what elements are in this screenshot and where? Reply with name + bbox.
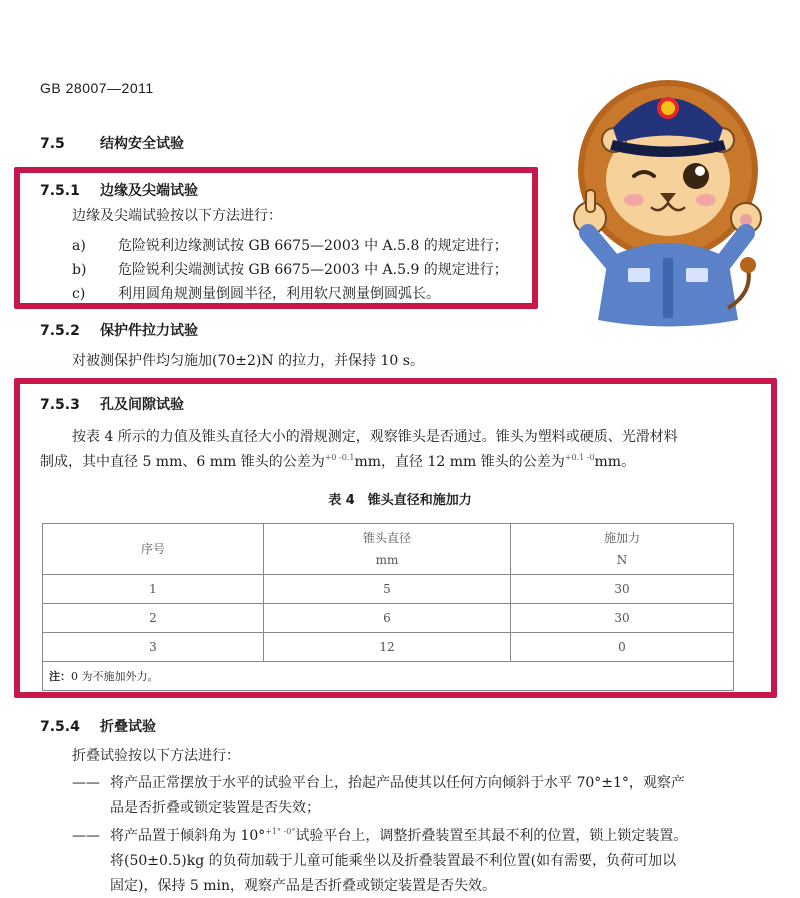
bullet-2-line-1: [72, 825, 687, 847]
list-item-label: c): [72, 286, 86, 302]
dash-marker: ——: [72, 828, 100, 844]
section-7-5-4-intro: 折叠试验按以下方法进行：: [72, 748, 240, 764]
table-caption: 表 4 锥头直径和施加力: [328, 493, 472, 508]
text-fragment: 制成，其中直径 5 mm、6 mm 锥头的公差为: [40, 454, 325, 470]
section-7-5-1-intro: 边缘及尖端试验按以下方法进行：: [72, 208, 282, 224]
bullet-1-line-1: [72, 772, 685, 794]
list-item-text: 利用圆角规测量倒圆半径，利用软尺测量倒圆弧长。: [118, 286, 440, 302]
tolerance-12mm: +0.1 -0: [564, 453, 595, 462]
header-serial: 序号: [43, 524, 264, 575]
header-force-name: 施加力: [603, 531, 640, 545]
section-number: 7.5: [40, 136, 65, 152]
cell-force: 30: [511, 604, 734, 633]
section-title: 保护件拉力试验: [100, 323, 198, 339]
section-number: 7.5.3: [40, 397, 80, 413]
cell-force: 30: [511, 575, 734, 604]
tolerance-5-6mm: +0 -0.1: [324, 453, 355, 462]
cell-force: 0: [511, 633, 734, 662]
text-fragment: mm。: [594, 454, 636, 470]
lion-police-mascot-icon: [568, 58, 768, 328]
dash-marker: ——: [72, 775, 100, 791]
section-number: 7.5.2: [40, 323, 80, 339]
section-number: 7.5.4: [40, 719, 80, 735]
section-title: 孔及间隙试验: [100, 397, 184, 413]
section-7-5-3-line-1: 按表 4 所示的力值及锥头直径大小的滑规测定，观察锥头是否通过。锥头为塑料或硬质、光滑材料: [72, 429, 678, 445]
list-item-label: b): [72, 262, 87, 278]
text-fragment: 试验平台上，调整折叠装置至其最不利的位置，锁上锁定装置。: [295, 828, 688, 844]
cell-diameter: 12: [264, 633, 511, 662]
cell-serial: 3: [43, 633, 264, 662]
text-fragment: 将产品正常摆放于水平的试验平台上，抬起产品使其以任何方向倾斜于水平 70°±1°，观察产: [110, 775, 685, 791]
section-7-5-heading: [40, 133, 184, 153]
header-force-unit: N: [616, 553, 628, 567]
text-fragment: mm，直径 12 mm 锥头的公差为: [354, 454, 565, 470]
note-label: 注：: [49, 670, 71, 683]
standard-code: GB 28007—2011: [40, 80, 154, 96]
list-item-text: 危险锐利边缘测试按 GB 6675—2003 中 A.5.8 的规定进行；: [118, 238, 508, 254]
section-title: 折叠试验: [100, 719, 156, 735]
bullet-1-line-2: 品是否折叠或锁定装置是否失效；: [110, 800, 320, 816]
section-title: 结构安全试验: [100, 136, 184, 152]
header-diameter-name: 锥头直径: [362, 531, 411, 545]
cell-diameter: 5: [264, 575, 511, 604]
cell-serial: 2: [43, 604, 264, 633]
section-7-5-4-heading: [40, 716, 156, 736]
section-7-5-2-text: 对被测保护件均匀施加(70±2)N 的拉力，并保持 10 s。: [72, 353, 424, 369]
cell-diameter: 6: [264, 604, 511, 633]
highlight-frame-7-5-1: [14, 167, 538, 309]
section-number: 7.5.1: [40, 183, 80, 199]
list-item-label: a): [72, 238, 86, 254]
bullet-2-line-2: 将(50±0.5)kg 的负荷加载于儿童可能乘坐以及折叠装置最不利位置(如有需要，负荷可加以: [110, 853, 677, 869]
cell-serial: 1: [43, 575, 264, 604]
section-7-5-2-heading: [40, 320, 198, 340]
text-fragment: 将产品置于倾斜角为 10°: [110, 828, 266, 844]
header-diameter-unit: mm: [375, 553, 399, 567]
list-item-text: 危险锐利尖端测试按 GB 6675—2003 中 A.5.9 的规定进行；: [118, 262, 508, 278]
section-title: 边缘及尖端试验: [100, 183, 198, 199]
note-text: 0 为不施加外力。: [71, 670, 159, 683]
tolerance-angle: +1° -0°: [265, 827, 296, 836]
highlight-frame-7-5-3: [14, 378, 777, 698]
bullet-2-line-3: 固定)，保持 5 min，观察产品是否折叠或锁定装置是否失效。: [110, 878, 497, 894]
